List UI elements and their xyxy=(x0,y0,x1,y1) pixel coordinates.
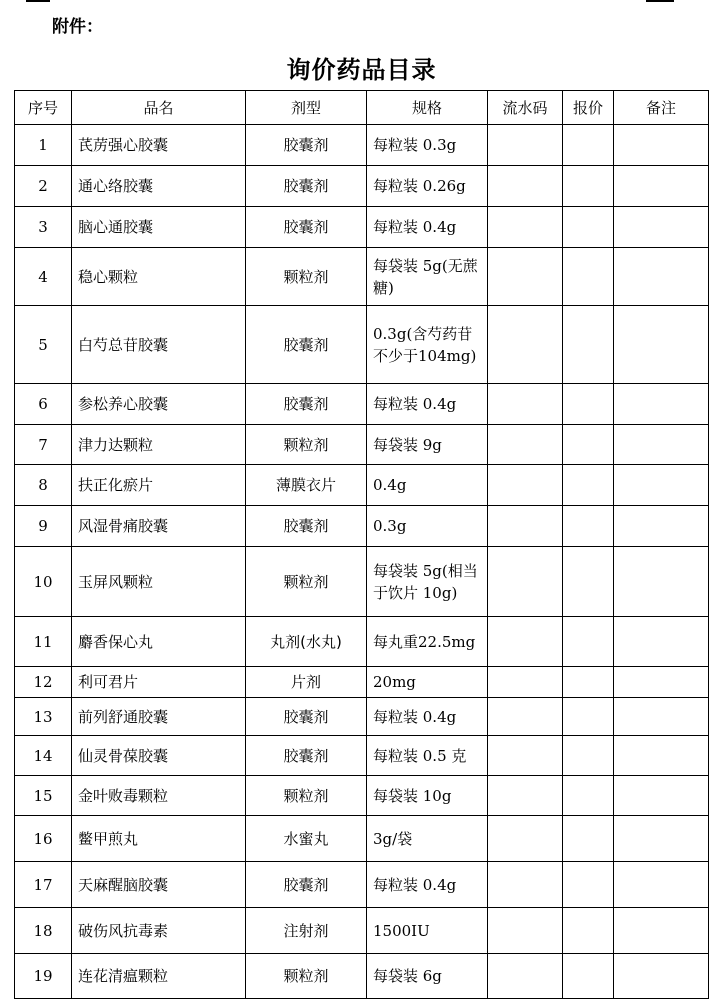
form-cell: 颗粒剂 xyxy=(246,248,367,306)
form-cell: 水蜜丸 xyxy=(246,816,367,862)
spec-cell: 每粒装 0.4g xyxy=(367,862,488,908)
name-cell: 稳心颗粒 xyxy=(72,248,246,306)
table-row xyxy=(15,306,709,384)
code-cell xyxy=(488,207,563,248)
name-cell: 金叶败毒颗粒 xyxy=(72,776,246,816)
seq-cell: 1 xyxy=(15,125,72,166)
note-cell xyxy=(614,506,709,547)
code-cell xyxy=(488,384,563,425)
seq-cell: 11 xyxy=(15,617,72,667)
name-cell: 扶正化瘀片 xyxy=(72,465,246,506)
spec-cell: 每粒装 0.4g xyxy=(367,698,488,736)
form-cell: 胶囊剂 xyxy=(246,506,367,547)
header-row xyxy=(15,91,709,125)
name-cell: 利可君片 xyxy=(72,667,246,698)
note-cell xyxy=(614,698,709,736)
name-cell: 破伤风抗毒素 xyxy=(72,908,246,954)
table-row xyxy=(15,506,709,547)
code-cell xyxy=(488,506,563,547)
price-cell xyxy=(563,425,614,465)
spec-cell: 每粒装 0.5 克 xyxy=(367,736,488,776)
spec-cell: 每粒装 0.26g xyxy=(367,166,488,207)
code-cell xyxy=(488,667,563,698)
table-row xyxy=(15,776,709,816)
note-cell xyxy=(614,954,709,999)
name-cell: 芪苈强心胶囊 xyxy=(72,125,246,166)
note-cell xyxy=(614,125,709,166)
code-cell xyxy=(488,862,563,908)
spec-cell: 20mg xyxy=(367,667,488,698)
col-header-spec: 规格 xyxy=(367,91,488,125)
name-cell: 前列舒通胶囊 xyxy=(72,698,246,736)
col-header-no: 序号 xyxy=(15,91,72,125)
seq-cell: 10 xyxy=(15,547,72,617)
seq-cell: 19 xyxy=(15,954,72,999)
code-cell xyxy=(488,954,563,999)
code-cell xyxy=(488,698,563,736)
spec-cell: 每袋装 9g xyxy=(367,425,488,465)
code-cell xyxy=(488,736,563,776)
code-cell xyxy=(488,248,563,306)
price-cell xyxy=(563,384,614,425)
table-row xyxy=(15,736,709,776)
attachment-label: 附件： xyxy=(52,17,103,37)
note-cell xyxy=(614,816,709,862)
form-cell: 胶囊剂 xyxy=(246,125,367,166)
form-cell: 胶囊剂 xyxy=(246,207,367,248)
note-cell xyxy=(614,776,709,816)
price-cell xyxy=(563,908,614,954)
col-header-form: 剂型 xyxy=(246,91,367,125)
table-row xyxy=(15,384,709,425)
code-cell xyxy=(488,816,563,862)
note-cell xyxy=(614,425,709,465)
seq-cell: 5 xyxy=(15,306,72,384)
price-cell xyxy=(563,667,614,698)
form-cell: 胶囊剂 xyxy=(246,862,367,908)
note-cell xyxy=(614,862,709,908)
table-row xyxy=(15,207,709,248)
col-header-price: 报价 xyxy=(563,91,614,125)
table-row xyxy=(15,248,709,306)
spec-cell: 每袋装 6g xyxy=(367,954,488,999)
seq-cell: 17 xyxy=(15,862,72,908)
name-cell: 白芍总苷胶囊 xyxy=(72,306,246,384)
form-cell: 注射剂 xyxy=(246,908,367,954)
price-cell xyxy=(563,736,614,776)
name-cell: 参松养心胶囊 xyxy=(72,384,246,425)
note-cell xyxy=(614,617,709,667)
top-edge-rule-left xyxy=(26,0,50,2)
spec-cell: 每丸重22.5mg xyxy=(367,617,488,667)
drug-catalog-table xyxy=(14,90,709,999)
table-row xyxy=(15,425,709,465)
note-cell xyxy=(614,248,709,306)
note-cell xyxy=(614,465,709,506)
seq-cell: 9 xyxy=(15,506,72,547)
seq-cell: 3 xyxy=(15,207,72,248)
spec-cell: 每粒装 0.4g xyxy=(367,207,488,248)
price-cell xyxy=(563,248,614,306)
table-row xyxy=(15,465,709,506)
price-cell xyxy=(563,617,614,667)
form-cell: 片剂 xyxy=(246,667,367,698)
name-cell: 鳖甲煎丸 xyxy=(72,816,246,862)
name-cell: 风湿骨痛胶囊 xyxy=(72,506,246,547)
spec-cell: 每袋装 5g(无蔗糖) xyxy=(367,248,488,306)
table-row xyxy=(15,816,709,862)
code-cell xyxy=(488,166,563,207)
table-row xyxy=(15,617,709,667)
price-cell xyxy=(563,698,614,736)
price-cell xyxy=(563,816,614,862)
spec-cell: 0.3g(含芍药苷不少于104mg) xyxy=(367,306,488,384)
table-row xyxy=(15,698,709,736)
name-cell: 仙灵骨葆胶囊 xyxy=(72,736,246,776)
seq-cell: 2 xyxy=(15,166,72,207)
price-cell xyxy=(563,125,614,166)
spec-cell: 每粒装 0.4g xyxy=(367,384,488,425)
col-header-code: 流水码 xyxy=(488,91,563,125)
form-cell: 胶囊剂 xyxy=(246,166,367,207)
price-cell xyxy=(563,862,614,908)
spec-cell: 0.3g xyxy=(367,506,488,547)
spec-cell: 每袋装 10g xyxy=(367,776,488,816)
table-row xyxy=(15,954,709,999)
price-cell xyxy=(563,465,614,506)
spec-cell: 3g/袋 xyxy=(367,816,488,862)
name-cell: 津力达颗粒 xyxy=(72,425,246,465)
note-cell xyxy=(614,384,709,425)
code-cell xyxy=(488,125,563,166)
seq-cell: 7 xyxy=(15,425,72,465)
note-cell xyxy=(614,166,709,207)
name-cell: 通心络胶囊 xyxy=(72,166,246,207)
price-cell xyxy=(563,776,614,816)
spec-cell: 每袋装 5g(相当于饮片 10g) xyxy=(367,547,488,617)
spec-cell: 每粒装 0.3g xyxy=(367,125,488,166)
table-row xyxy=(15,862,709,908)
table-row xyxy=(15,166,709,207)
table-row xyxy=(15,547,709,617)
seq-cell: 6 xyxy=(15,384,72,425)
code-cell xyxy=(488,306,563,384)
form-cell: 胶囊剂 xyxy=(246,736,367,776)
form-cell: 胶囊剂 xyxy=(246,384,367,425)
code-cell xyxy=(488,547,563,617)
form-cell: 颗粒剂 xyxy=(246,776,367,816)
form-cell: 颗粒剂 xyxy=(246,425,367,465)
seq-cell: 8 xyxy=(15,465,72,506)
note-cell xyxy=(614,207,709,248)
form-cell: 颗粒剂 xyxy=(246,547,367,617)
price-cell xyxy=(563,547,614,617)
spec-cell: 1500IU xyxy=(367,908,488,954)
form-cell: 薄膜衣片 xyxy=(246,465,367,506)
table-row xyxy=(15,125,709,166)
code-cell xyxy=(488,776,563,816)
name-cell: 玉屏风颗粒 xyxy=(72,547,246,617)
price-cell xyxy=(563,166,614,207)
price-cell xyxy=(563,954,614,999)
seq-cell: 12 xyxy=(15,667,72,698)
form-cell: 颗粒剂 xyxy=(246,954,367,999)
note-cell xyxy=(614,908,709,954)
seq-cell: 4 xyxy=(15,248,72,306)
seq-cell: 16 xyxy=(15,816,72,862)
top-edge-rule-right xyxy=(646,0,674,2)
form-cell: 丸剂(水丸) xyxy=(246,617,367,667)
price-cell xyxy=(563,506,614,547)
name-cell: 天麻醒脑胶囊 xyxy=(72,862,246,908)
note-cell xyxy=(614,547,709,617)
col-header-note: 备注 xyxy=(614,91,709,125)
seq-cell: 15 xyxy=(15,776,72,816)
form-cell: 胶囊剂 xyxy=(246,306,367,384)
col-header-name: 品名 xyxy=(72,91,246,125)
name-cell: 连花清瘟颗粒 xyxy=(72,954,246,999)
name-cell: 脑心通胶囊 xyxy=(72,207,246,248)
table-row xyxy=(15,667,709,698)
code-cell xyxy=(488,425,563,465)
note-cell xyxy=(614,306,709,384)
form-cell: 胶囊剂 xyxy=(246,698,367,736)
seq-cell: 13 xyxy=(15,698,72,736)
seq-cell: 14 xyxy=(15,736,72,776)
seq-cell: 18 xyxy=(15,908,72,954)
page-title: 询价药品目录 xyxy=(286,56,437,84)
price-cell xyxy=(563,306,614,384)
price-cell xyxy=(563,207,614,248)
spec-cell: 0.4g xyxy=(367,465,488,506)
note-cell xyxy=(614,736,709,776)
name-cell: 麝香保心丸 xyxy=(72,617,246,667)
table-row xyxy=(15,908,709,954)
code-cell xyxy=(488,908,563,954)
note-cell xyxy=(614,667,709,698)
code-cell xyxy=(488,465,563,506)
code-cell xyxy=(488,617,563,667)
table-body xyxy=(15,125,709,999)
